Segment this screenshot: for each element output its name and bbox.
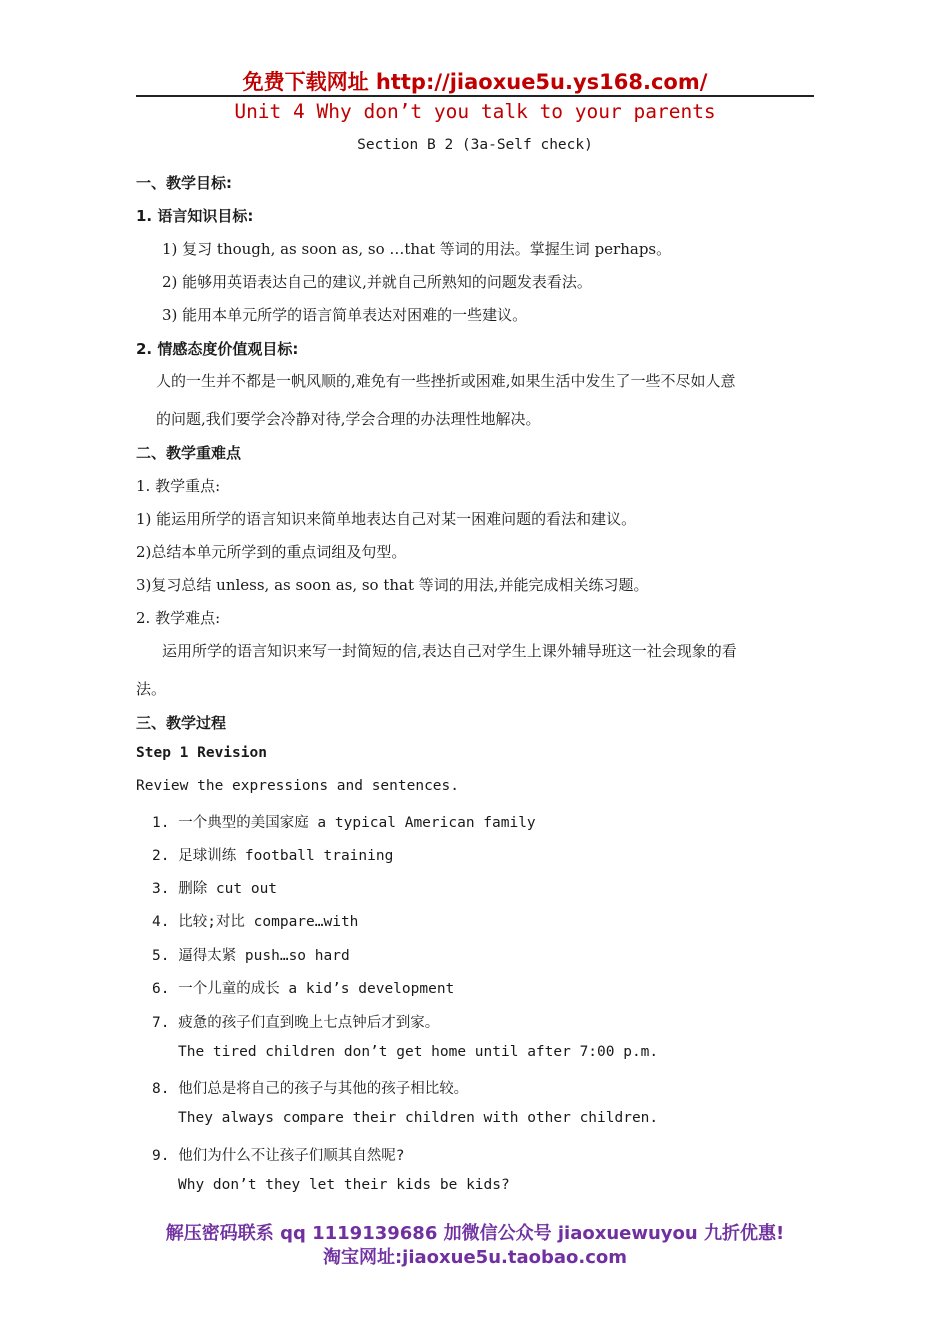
step-1-heading: Step 1 Revision	[136, 745, 267, 761]
list-item: 2. 足球训练 football training	[152, 848, 394, 864]
key-point-1: 1) 能运用所学的语言知识来简单地表达自己对某一困难问题的看法和建议。	[136, 510, 637, 528]
difficult-paragraph-line-1: 运用所学的语言知识来写一封简短的信,表达自己对学生上课外辅导班这一社会现象的看	[162, 642, 737, 660]
page-title: Unit 4 Why don’t you talk to your parents	[234, 100, 716, 123]
section-process-heading: 三、教学过程	[136, 714, 227, 732]
page-subtitle: Section B 2 (3a-Self check)	[357, 137, 593, 153]
list-item: 9. 他们为什么不让孩子们顺其自然呢?	[152, 1148, 405, 1164]
footer-shop-url: 淘宝网址:jiaoxue5u.taobao.com	[322, 1247, 627, 1268]
section-key-points-heading: 二、教学重难点	[136, 444, 242, 462]
header-divider	[136, 95, 814, 97]
list-item: 7. 疲惫的孩子们直到晚上七点钟后才到家。	[152, 1015, 440, 1031]
subsection-language-goals: 1. 语言知识目标:	[136, 207, 254, 225]
key-point-3: 3)复习总结 unless, as soon as, so that 等词的用法,并能完成相关练习题。	[136, 576, 649, 594]
goal-item-3: 3) 能用本单元所学的语言简单表达对困难的一些建议。	[162, 306, 528, 324]
list-item: 3. 删除 cut out	[152, 881, 278, 897]
footer-contact-line: 解压密码联系 qq 1119139686 加微信公众号 jiaoxuewuyou 九折优惠!	[165, 1223, 785, 1244]
attitude-paragraph-line-1: 人的一生并不都是一帆风顺的,难免有一些挫折或困难,如果生活中发生了一些不尽如人意	[156, 372, 736, 390]
key-point-2: 2)总结本单元所学到的重点词组及句型。	[136, 543, 407, 561]
list-item: 4. 比较;对比 compare…with	[152, 914, 359, 930]
list-item-translation: They always compare their children with other children.	[178, 1110, 659, 1126]
section-objectives-heading: 一、教学目标:	[136, 174, 232, 192]
difficult-paragraph-line-2: 法。	[136, 680, 167, 698]
list-item-translation: Why don’t they let their kids be kids?	[178, 1177, 510, 1193]
difficult-points-label: 2. 教学难点:	[136, 609, 221, 627]
list-item: 5. 逼得太紧 push…so hard	[152, 948, 350, 964]
list-item: 1. 一个典型的美国家庭 a typical American family	[152, 815, 536, 831]
header-download-url: 免费下载网址 http://jiaoxue5u.ys168.com/	[242, 70, 708, 94]
attitude-paragraph-line-2: 的问题,我们要学会冷静对待,学会合理的办法理性地解决。	[156, 410, 541, 428]
review-instruction: Review the expressions and sentences.	[136, 778, 460, 794]
goal-item-1: 1) 复习 though, as soon as, so …that 等词的用法。掌握生词 perhaps。	[162, 240, 672, 258]
subsection-attitude-goals: 2. 情感态度价值观目标:	[136, 340, 299, 358]
goal-item-2: 2) 能够用英语表达自己的建议,并就自己所熟知的问题发表看法。	[162, 273, 592, 291]
list-item: 8. 他们总是将自己的孩子与其他的孩子相比较。	[152, 1081, 469, 1097]
list-item: 6. 一个儿童的成长 a kid’s development	[152, 981, 455, 997]
key-points-label: 1. 教学重点:	[136, 477, 221, 495]
list-item-translation: The tired children don’t get home until after 7:00 p.m.	[178, 1044, 659, 1060]
